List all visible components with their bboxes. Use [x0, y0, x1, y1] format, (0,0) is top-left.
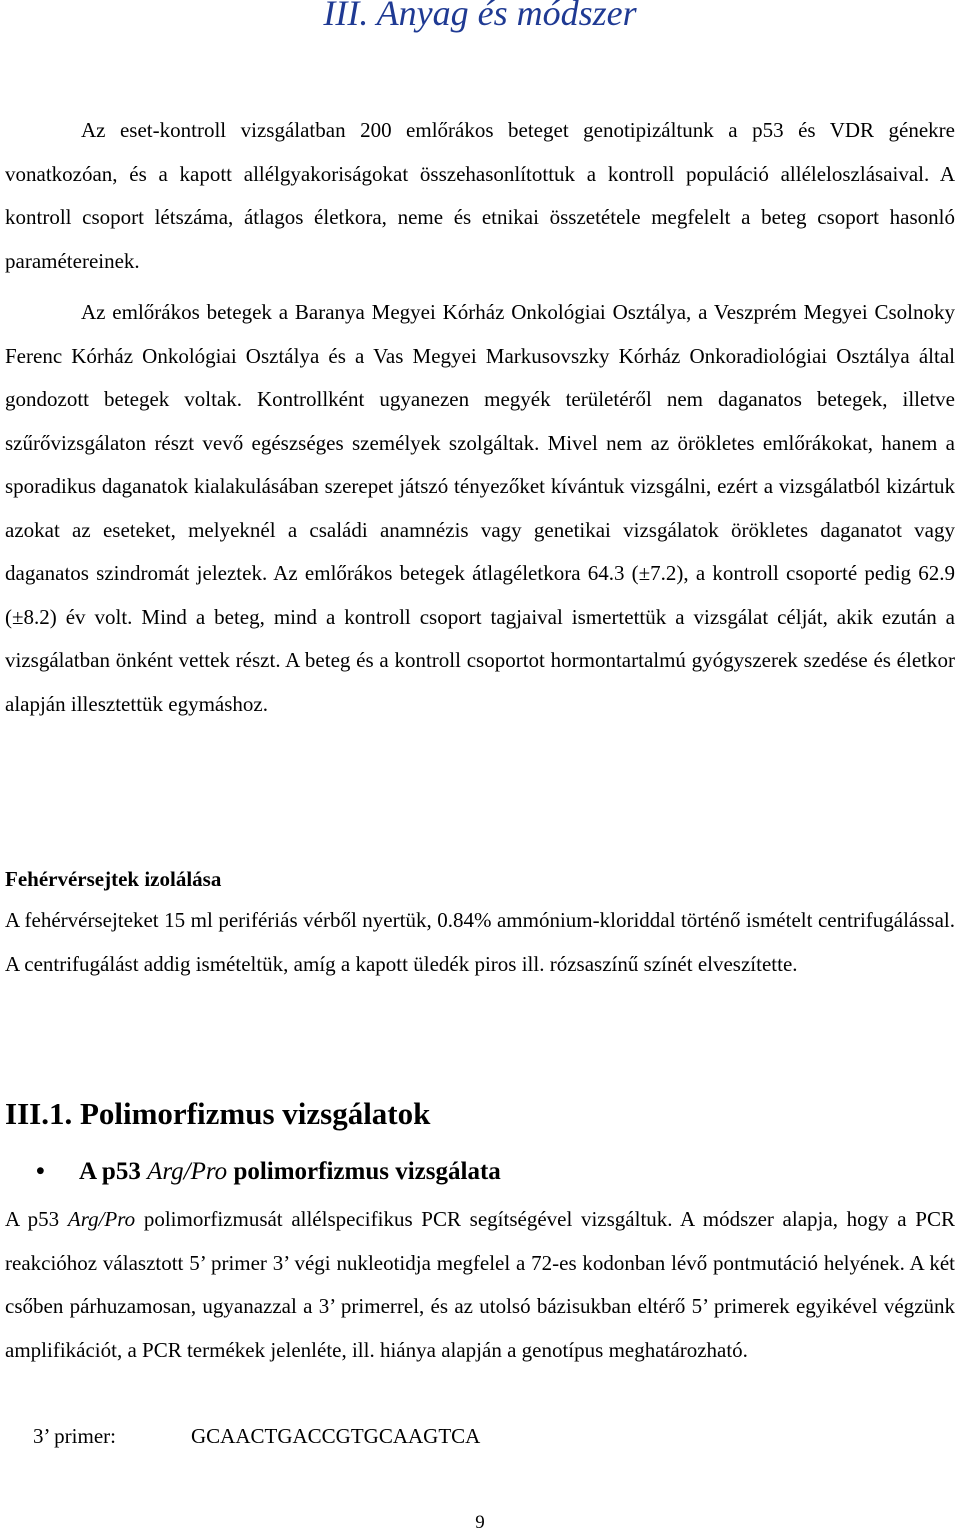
patients-paragraph: Az emlőrákos betegek a Baranya Megyei Kórház Onkológiai Osztálya, a Veszprém Megyei Csolnoky Ferenc Kórház Onkológiai Osztálya és a Vas Megyei Markusovszky Kórház Onkoradiológiai Osztálya által gondozott betegek voltak. Kontrollként ugyanezen megyék területéről nem daganatos betegek, illetve szűrővizsgálaton részt vevő egészséges személyek szolgáltak. Mivel nem az örökletes emlőrákokat, hanem a sporadikus daganatok kialakulásában szerepet játszó tényezőket kívántuk vizsgálni, ezért a vizsgálatból kizártuk azokat az eseteket, melyeknél a családi anamnézis vagy genetikai vizsgálatok örökletes daganatot vagy daganatos szindromát jeleztek. Az emlőrákos betegek átlagéletkora 64.3 (±7.2), a kontroll csoporté pedig 62.9 (±8.2) év volt. Mind a beteg, mind a kontroll csoport tagjaival ismertettük a vizsgálat célját, akik ezután a vizsgálatban önként vettek részt. A beteg és a kontroll csoportot hormontartalmú gyógyszerek szedése és életkor alapján illesztettük egymáshoz.	[5, 300, 955, 716]
bullet-heading: • A p53 Arg/Pro polimorfizmus vizsgálata	[36, 1150, 501, 1194]
section-heading: III.1. Polimorfizmus vizsgálatok	[5, 1096, 431, 1131]
subsection-heading: Fehérvérsejtek izolálása	[5, 867, 222, 891]
primer-sequence: GCAACTGACCGTGCAAGTCA	[191, 1424, 481, 1448]
primer-line	[33, 1415, 481, 1458]
bullet-icon: •	[36, 1158, 45, 1185]
intro-paragraph: Az eset-kontroll vizsgálatban 200 emlőrákos beteget genotipizáltunk a p53 és VDR génekre vonatkozóan, és a kapott allélgyakoriságokat összehasonlítottuk a kontroll populáció alléleloszlásaival. A kontroll csoport létszáma, átlagos életkora, neme és etnikai összetétele megfelelt a beteg csoport hasonló paramétereinek.	[5, 118, 955, 273]
chapter-title: III. Anyag és módszer	[323, 0, 637, 33]
p53-method-paragraph: A p53 Arg/Pro polimorfizmusát allélspecifikus PCR segítségével vizsgáltuk. A módszer alapja, hogy a PCR reakcióhoz választott 5’ primer 3’ végi nukleotidja megfelel a 72-es kodonban lévő pontmutáció helyének. A két csőben párhuzamosan, ugyanazzal a 3’ primerrel, és az utolsó bázisukban eltérő 5’ primerek egyikével végzünk amplifikációt, a PCR termékek jelenléte, ill. hiánya alapján a genotípus meghatározható.	[5, 1207, 955, 1362]
leukocyte-isolation-paragraph: A fehérvérsejteket 15 ml perifériás vérből nyertük, 0.84% ammónium-kloriddal történő ismételt centrifugálással. A centrifugálást addig ismételtük, amíg a kapott üledék piros ill. rózsaszínű színét elveszítette.	[5, 908, 955, 976]
page-number: 9	[475, 1512, 485, 1533]
primer-label: 3’ primer:	[33, 1424, 116, 1448]
